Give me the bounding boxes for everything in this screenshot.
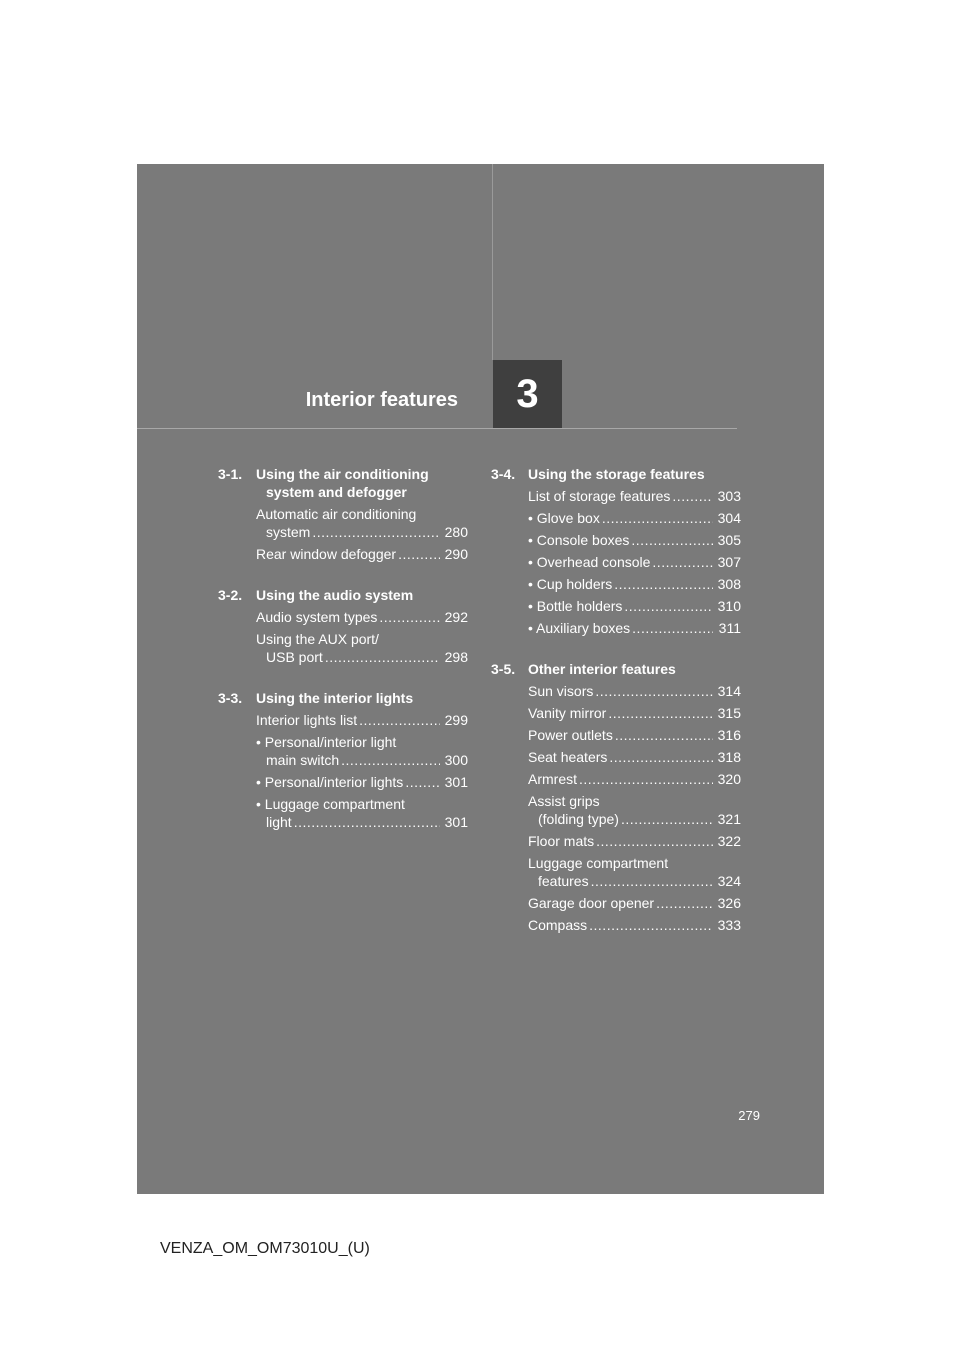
toc-section bbox=[491, 465, 741, 637]
toc-entry[interactable] bbox=[256, 545, 468, 563]
entry-line bbox=[528, 597, 715, 615]
toc-section bbox=[218, 465, 468, 563]
leader-dots bbox=[579, 770, 713, 788]
section-heading bbox=[218, 689, 468, 707]
section-number: 3-3. bbox=[218, 690, 243, 706]
leader-dots bbox=[615, 726, 713, 744]
toc-entry[interactable] bbox=[528, 832, 741, 850]
entry-label: • Console boxes bbox=[528, 532, 630, 548]
entry-page-number: 314 bbox=[717, 683, 741, 699]
entry-line bbox=[256, 648, 442, 666]
entry-list bbox=[218, 505, 468, 563]
toc-entry[interactable] bbox=[528, 509, 741, 527]
entry-text bbox=[256, 630, 442, 666]
leader-dots bbox=[589, 916, 713, 934]
leader-dots bbox=[595, 682, 713, 700]
section-title bbox=[256, 689, 468, 707]
section-number: 3-5. bbox=[491, 661, 516, 677]
entry-page-number: 310 bbox=[717, 598, 741, 614]
entry-label: • Auxiliary boxes bbox=[528, 620, 631, 636]
toc-entry[interactable] bbox=[528, 770, 741, 788]
entry-text bbox=[256, 773, 442, 791]
entry-label: • Bottle holders bbox=[528, 598, 623, 614]
section-title-line: Using the audio system bbox=[256, 587, 414, 603]
entry-line bbox=[528, 770, 715, 788]
entry-text bbox=[528, 792, 715, 828]
entry-label-cont: features bbox=[538, 873, 589, 889]
section-title-line: system and defogger bbox=[266, 484, 407, 500]
entry-line bbox=[528, 916, 715, 934]
entry-line bbox=[528, 726, 715, 744]
page-number: 279 bbox=[738, 1108, 760, 1123]
leader-dots bbox=[631, 531, 713, 549]
section-title bbox=[256, 465, 468, 501]
entry-label: Compass bbox=[528, 917, 588, 933]
section-number: 3-4. bbox=[491, 466, 516, 482]
toc-entry[interactable] bbox=[528, 682, 741, 700]
toc-entry[interactable] bbox=[528, 487, 741, 505]
entry-line bbox=[528, 894, 715, 912]
entry-text bbox=[528, 553, 715, 571]
entry-page-number: 304 bbox=[717, 510, 741, 526]
leader-dots bbox=[341, 751, 440, 769]
leader-dots bbox=[624, 597, 713, 615]
entry-text bbox=[528, 854, 715, 890]
toc-section bbox=[491, 660, 741, 934]
entry-line bbox=[528, 748, 715, 766]
divider-vertical bbox=[492, 164, 493, 360]
section-title-line: Using the storage features bbox=[528, 466, 705, 482]
entry-page-number: 301 bbox=[444, 814, 468, 830]
chapter-number-badge: 3 bbox=[493, 360, 562, 428]
entry-label: Luggage compartment bbox=[528, 855, 669, 871]
leader-dots bbox=[608, 704, 713, 722]
entry-line bbox=[256, 773, 442, 791]
toc-entry[interactable] bbox=[256, 608, 468, 626]
entry-text bbox=[256, 505, 442, 541]
entry-text bbox=[528, 770, 715, 788]
entry-text bbox=[528, 619, 715, 637]
leader-dots bbox=[614, 575, 713, 593]
entry-line bbox=[256, 711, 442, 729]
entry-line bbox=[528, 832, 715, 850]
entry-text bbox=[528, 682, 715, 700]
toc-entry[interactable] bbox=[528, 553, 741, 571]
entry-label: Audio system types bbox=[256, 609, 378, 625]
section-heading bbox=[218, 586, 468, 604]
entry-label: • Personal/interior lights bbox=[256, 774, 404, 790]
section-heading bbox=[218, 465, 468, 501]
section-title bbox=[256, 586, 468, 604]
leader-dots bbox=[325, 648, 440, 666]
chapter-title: Interior features bbox=[305, 389, 458, 411]
toc-entry[interactable] bbox=[528, 597, 741, 615]
entry-line bbox=[528, 487, 715, 505]
leader-dots bbox=[591, 872, 713, 890]
section-title-line: Using the interior lights bbox=[256, 690, 414, 706]
section-title-line: Other interior features bbox=[528, 661, 676, 677]
entry-page-number: 320 bbox=[717, 771, 741, 787]
entry-text bbox=[256, 545, 442, 563]
leader-dots bbox=[672, 487, 713, 505]
entry-label: Floor mats bbox=[528, 833, 595, 849]
toc-entry[interactable] bbox=[256, 505, 468, 541]
entry-page-number: 292 bbox=[444, 609, 468, 625]
entry-page-number: 303 bbox=[717, 488, 741, 504]
toc-entry[interactable] bbox=[256, 711, 468, 729]
entry-text bbox=[528, 487, 715, 505]
entry-text bbox=[256, 711, 442, 729]
entry-page-number: 299 bbox=[444, 712, 468, 728]
leader-dots bbox=[294, 813, 440, 831]
document-code: VENZA_OM_OM73010U_(U) bbox=[160, 1240, 370, 1257]
entry-list bbox=[491, 487, 741, 637]
entry-text bbox=[528, 509, 715, 527]
toc-section bbox=[218, 586, 468, 666]
entry-page-number: 318 bbox=[717, 749, 741, 765]
entry-text bbox=[528, 894, 715, 912]
section-number: 3-2. bbox=[218, 587, 243, 603]
entry-line bbox=[528, 509, 715, 527]
toc-entry[interactable] bbox=[528, 916, 741, 934]
entry-label: • Cup holders bbox=[528, 576, 613, 592]
entry-label: Automatic air conditioning bbox=[256, 506, 417, 522]
entry-page-number: 307 bbox=[717, 554, 741, 570]
entry-page-number: 311 bbox=[718, 620, 741, 636]
entry-label-cont: main switch bbox=[266, 752, 340, 768]
entry-line bbox=[528, 682, 715, 700]
leader-dots bbox=[596, 832, 713, 850]
entry-line bbox=[256, 545, 442, 563]
toc-entry[interactable] bbox=[528, 854, 741, 890]
toc-section bbox=[218, 689, 468, 831]
entry-list bbox=[491, 682, 741, 934]
toc-entry[interactable] bbox=[528, 619, 741, 637]
entry-label: Vanity mirror bbox=[528, 705, 607, 721]
entry-text bbox=[256, 608, 442, 626]
entry-text bbox=[528, 704, 715, 722]
toc-right-column bbox=[491, 465, 741, 957]
entry-page-number: 316 bbox=[717, 727, 741, 743]
toc-left-column bbox=[218, 465, 468, 854]
entry-list bbox=[218, 711, 468, 831]
section-heading bbox=[491, 660, 741, 678]
toc-entry[interactable] bbox=[256, 733, 468, 769]
entry-label: Sun visors bbox=[528, 683, 594, 699]
entry-line bbox=[528, 872, 715, 890]
entry-page-number: 322 bbox=[717, 833, 741, 849]
entry-page-number: 321 bbox=[717, 811, 741, 827]
entry-label: List of storage features bbox=[528, 488, 671, 504]
entry-text bbox=[528, 748, 715, 766]
entry-page-number: 324 bbox=[717, 873, 741, 889]
entry-page-number: 301 bbox=[444, 774, 468, 790]
toc-entry[interactable] bbox=[528, 531, 741, 549]
leader-dots bbox=[609, 748, 713, 766]
divider-horizontal bbox=[137, 428, 737, 429]
entry-text bbox=[528, 916, 715, 934]
leader-dots bbox=[398, 545, 440, 563]
entry-label: Rear window defogger bbox=[256, 546, 397, 562]
entry-label: • Overhead console bbox=[528, 554, 651, 570]
leader-dots bbox=[656, 894, 713, 912]
entry-page-number: 300 bbox=[444, 752, 468, 768]
entry-line bbox=[256, 523, 442, 541]
entry-page-number: 290 bbox=[444, 546, 468, 562]
section-heading bbox=[491, 465, 741, 483]
leader-dots bbox=[602, 509, 713, 527]
section-title bbox=[528, 465, 741, 483]
entry-label: Armrest bbox=[528, 771, 577, 787]
leader-dots bbox=[359, 711, 440, 729]
toc-entry[interactable] bbox=[528, 894, 741, 912]
section-title bbox=[528, 660, 741, 678]
entry-line bbox=[256, 751, 442, 769]
entry-text bbox=[528, 726, 715, 744]
entry-text bbox=[528, 597, 715, 615]
entry-line bbox=[528, 531, 715, 549]
entry-label: • Luggage compartment bbox=[256, 796, 405, 812]
toc-entry[interactable] bbox=[256, 773, 468, 791]
leader-dots bbox=[405, 773, 440, 791]
entry-page-number: 280 bbox=[444, 524, 468, 540]
entry-text bbox=[256, 795, 442, 831]
toc-entry[interactable] bbox=[256, 795, 468, 831]
entry-label: Garage door opener bbox=[528, 895, 655, 911]
leader-dots bbox=[312, 523, 440, 541]
leader-dots bbox=[632, 619, 713, 637]
toc-entry[interactable] bbox=[256, 630, 468, 666]
entry-page-number: 308 bbox=[717, 576, 741, 592]
toc-entry[interactable] bbox=[528, 704, 741, 722]
entry-page-number: 333 bbox=[717, 917, 741, 933]
entry-label-cont: light bbox=[266, 814, 292, 830]
entry-label: Power outlets bbox=[528, 727, 613, 743]
leader-dots bbox=[379, 608, 440, 626]
entry-line bbox=[256, 813, 442, 831]
entry-label-cont: (folding type) bbox=[538, 811, 619, 827]
entry-page-number: 326 bbox=[717, 895, 741, 911]
entry-label: Seat heaters bbox=[528, 749, 608, 765]
entry-line bbox=[528, 810, 715, 828]
entry-text bbox=[528, 832, 715, 850]
entry-label: Using the AUX port/ bbox=[256, 631, 379, 647]
entry-line bbox=[528, 575, 715, 593]
entry-label: Interior lights list bbox=[256, 712, 358, 728]
section-title-line: Using the air conditioning bbox=[256, 466, 429, 482]
entry-text bbox=[528, 531, 715, 549]
toc-entry[interactable] bbox=[528, 575, 741, 593]
leader-dots bbox=[621, 810, 713, 828]
entry-label-cont: system bbox=[266, 524, 311, 540]
entry-line bbox=[528, 619, 715, 637]
toc-entry[interactable] bbox=[528, 792, 741, 828]
entry-text bbox=[256, 733, 442, 769]
entry-page-number: 315 bbox=[717, 705, 741, 721]
entry-text bbox=[528, 575, 715, 593]
entry-list bbox=[218, 608, 468, 666]
leader-dots bbox=[652, 553, 713, 571]
entry-line bbox=[528, 704, 715, 722]
entry-line bbox=[528, 553, 715, 571]
entry-page-number: 305 bbox=[717, 532, 741, 548]
entry-label: • Glove box bbox=[528, 510, 600, 526]
entry-line bbox=[256, 608, 442, 626]
entry-label-cont: USB port bbox=[266, 649, 323, 665]
entry-label: • Personal/interior light bbox=[256, 734, 397, 750]
entry-page-number: 298 bbox=[444, 649, 468, 665]
toc-entry[interactable] bbox=[528, 748, 741, 766]
toc-entry[interactable] bbox=[528, 726, 741, 744]
section-number: 3-1. bbox=[218, 466, 243, 482]
entry-label: Assist grips bbox=[528, 793, 600, 809]
